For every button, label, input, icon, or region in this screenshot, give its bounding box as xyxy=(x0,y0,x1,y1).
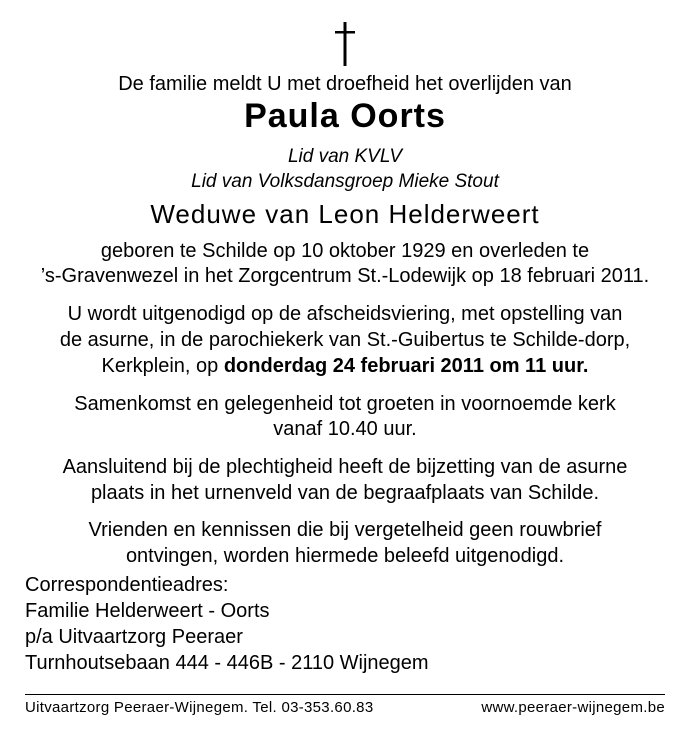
deceased-name: Paula Oorts xyxy=(244,97,446,135)
correspondence-care-of: p/a Uitvaartzorg Peeraer xyxy=(25,626,243,648)
footer-company: Uitvaartzorg Peeraer-Wijnegem. Tel. 03-353.60.83 xyxy=(25,699,374,716)
correspondence-family: Familie Helderweert - Oorts xyxy=(25,600,270,622)
friends-line-1: Vrienden en kennissen die bij vergetelheid geen rouwbrief xyxy=(88,519,602,541)
cross-icon xyxy=(330,20,360,68)
ceremony-line-3 xyxy=(0,354,690,378)
burial-line-2: plaats in het urnenveld van de begraafplaats van Schilde. xyxy=(90,482,600,504)
gathering-line-2: vanaf 10.40 uur. xyxy=(273,418,417,440)
ceremony-line-2: de asurne, in de parochiekerk van St.-Guibertus te Schilde-dorp, xyxy=(59,329,631,351)
ceremony-location: Kerkplein, op xyxy=(101,355,224,377)
intro-text: De familie meldt U met droefheid het overlijden van xyxy=(118,73,572,95)
membership-dance-group: Lid van Volksdansgroep Mieke Stout xyxy=(191,171,499,192)
ceremony-line-1: U wordt uitgenodigd op de afscheidsviering, met opstelling van xyxy=(67,303,623,325)
ceremony-datetime: donderdag 24 februari 2011 om 11 uur. xyxy=(223,355,589,377)
correspondence-address: Turnhoutsebaan 444 - 446B - 2110 Wijnegem xyxy=(25,652,429,674)
footer-divider xyxy=(25,694,665,695)
birth-death-line-2: ’s-Gravenwezel in het Zorgcentrum St.-Lodewijk op 18 februari 2011. xyxy=(40,265,650,287)
membership-kvlv: Lid van KVLV xyxy=(287,146,403,167)
gathering-line-1: Samenkomst en gelegenheid tot groeten in voornoemde kerk xyxy=(74,393,616,415)
widow-of: Weduwe van Leon Helderweert xyxy=(150,199,540,229)
birth-death-line-1: geboren te Schilde op 10 oktober 1929 en overleden te xyxy=(100,240,590,262)
correspondence-heading: Correspondentieadres: xyxy=(25,574,229,596)
burial-line-1: Aansluitend bij de plechtigheid heeft de bijzetting van de asurne xyxy=(62,456,628,478)
footer-website[interactable]: www.peeraer-wijnegem.be xyxy=(481,699,665,716)
friends-line-2: ontvingen, worden hiermede beleefd uitgenodigd. xyxy=(125,545,565,567)
